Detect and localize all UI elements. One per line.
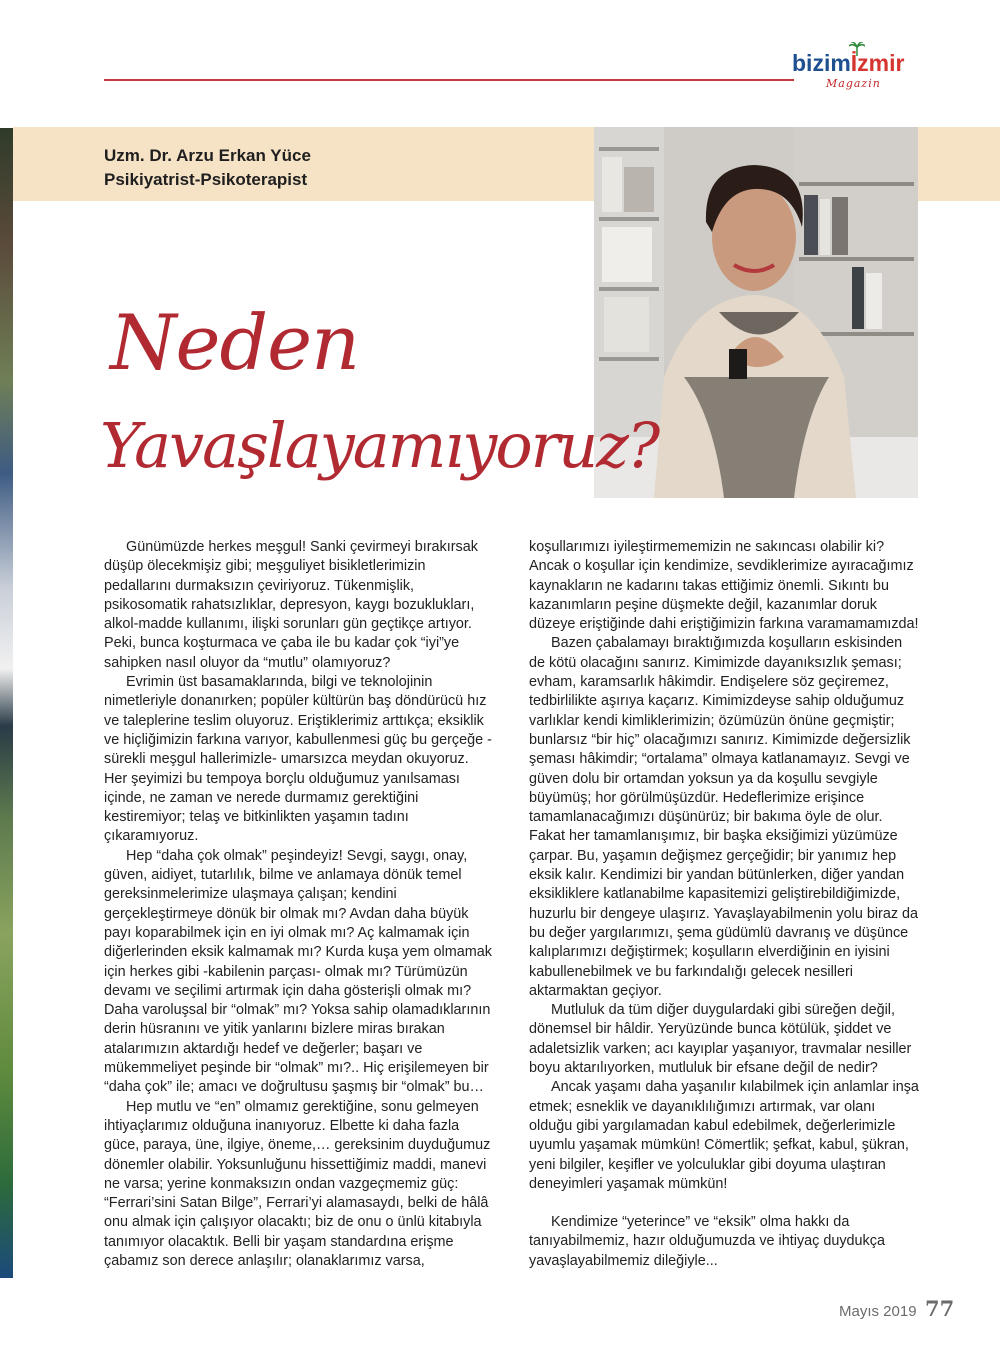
issue-date: Mayıs 2019 <box>839 1303 917 1320</box>
logo-accent-text: İzmir <box>850 50 905 76</box>
paragraph: Günümüzde herkes meşgul! Sanki çevirmeyi bırakırsak düşüp ölecekmişiz gibi; meşguliyet bisikletlerimizin pedallarını durmaksızın çeviriyoruz. Tükenmişlik, psikosomatik rahatsızlıklar, depresyon, kaygı bozuklukları, alkol-madde kullanımı, ilişki sorunları gün geçtikçe artıyor. Peki, bunca koşturmaca ve çaba ile bu kadar çok “iyi”ye sahipken nasıl oluyor da “mutlu” olamıyoruz? <box>104 539 478 671</box>
palm-icon <box>849 42 865 56</box>
paragraph: koşullarımızı iyileştirmememizin ne sakıncası olabilir ki? Ancak o koşullar için kendimize, sevdiklerimize ayıracağımız kaynakların ne kadarını takas ettiğimiz önemli. Sıkıntı bu kazanımların peşine düşmekte değil, kazanımlar doruk düzeye eriştiğinde dahi eriştiğimizin farkına varamamamızda! <box>529 539 919 633</box>
paragraph: Ancak yaşamı daha yaşanılır kılabilmek için anlamlar inşa etmek; esneklik ve dayanıklılığımızı artırmak, var olanı olduğu gibi yargılamadan kabul edebilmek, değerlerimizle uyumlu yaşamak mümkün! Cömertlik; şefkat, kabul, şükran, yeni bilgiler, keşifler ve yolculuklar gibi doyuma ulaştıran deneyimleri yaşamak mümkün! <box>529 1079 919 1192</box>
paragraph: Mutluluk da tüm diğer duygulardaki gibi süreğen değil, dönemsel bir hâldir. Yeryüzünde bunca kötülük, şiddet ve adaletsizlik varken; acı kayıplar yaşanıyor, travmalar nesiller boyu aktarılıyorken, mutluluk bir efsane değil de nedir? <box>529 1002 912 1077</box>
closing-paragraph: Kendimize “yeterince” ve “eksik” olma hakkı da tanıyabilmemiz, hazır olduğumuzda ve ihtiyaç duydukça yavaşlayabilmemiz dileğiyle... <box>529 1214 885 1269</box>
author-block <box>104 144 311 192</box>
left-edge-photo-strip <box>0 128 13 1278</box>
logo-main-text: bizim <box>792 50 851 76</box>
article-title-line2: Yavaşlayamıyoruz? <box>100 409 659 482</box>
article-title-line1: Neden <box>110 298 360 387</box>
article-column-1 <box>104 538 494 1271</box>
page-number: 77 <box>925 1296 955 1321</box>
paragraph: Hep mutlu ve “en” olmamız gerektiğine, sonu gelmeyen ihtiyaçlarımız olduğuna inanıyoruz. Elbette ki daha fazla güce, paraya, üne, ilgiye, öneme,… gereksinim duyduğumuz dönemler olabilir. Yoksunluğunu hissettiğimiz maddi, manevi ne varsa; yerine konmaksızın ondan vazgeçmemiz güç: “Ferrari’sini Satan Bilge”, Ferrari’yi alamasaydı, belki de hâlâ onu almak için çalışıyor olacaktı; biz de onu o ünlü kitabıyla tanımıyor olacaktık. Belli bir yaşam standardına erişme çabamız son derece anlaşılır; olanaklarımız varsa, <box>104 1098 491 1269</box>
logo-subtitle: Magazin <box>826 77 881 90</box>
paragraph: Evrimin üst basamaklarında, bilgi ve teknolojinin nimetleriyle donanırken; popüler kültürün baş döndürücü hız ve taleplerine teslim oluyoruz. Eriştiklerimiz arttıkça; eksiklik ve hiçliğimizin farkına varıyor, kabullenmesi güç bu gerçeğe -sürekli meşgul hallerimizle- umarsızca meydan okuyoruz. Her şeyimizi bu tempoya borçlu olduğumuz yanılsaması içinde, ne zaman ve nerede durmamız gerektiğini kestiremiyor; telaş ve bitkinlikten yaşamın tadını çıkaramıyoruz. <box>104 674 492 845</box>
author-name: Uzm. Dr. Arzu Erkan Yüce <box>104 146 311 165</box>
header-rule <box>104 79 794 81</box>
page-footer <box>839 1296 954 1321</box>
paragraph: Bazen çabalamayı bıraktığımızda koşulların eskisinden de kötü olacağını sanırız. Kimimizde dayanıksızlık şeması; evham, karamsarlık hâkimdir. Endişelere söz geçiremez, tedbirlilikte aşırıya kaçarız. Kimimizdeyse sahip olduğumuz varlıklar kendi kimliklerimizin; özümüzün önüne geçmiştir; bunlarsız “bir hiç” olacağımızı sanırız. Kimimizde değersizlik şeması hâkimdir; “ortalama” olmaya katlanamayız. Sevgi ve güven dolu bir ortamdan yoksun ya da koşullu sevgiyle büyümüş; hor görülmüşüzdür. Hedeflerimize erişince tamamlanacağımızı düşünürüz; bir bakıma öyle de olur. Fakat her tamamlanışımız, bir başka eksiğimizi yüzümüze çarpar. Bu, yaşamın değişmez gerçeğidir; bir yanımız hep eksik kalır. Kendimizi bir yandan bütünlerken, diğer yandan eksikliklere katlanabilme kapasitemizi geliştirebildiğimizde, huzurlu bir dengeye ulaşırız. Yavaşlayabilmenin yolu biraz da bu değer yargılarımızı, şema güdümlü davranış ve düşünce kalıplarımızı değiştirmek; koşulların elverdiğinin en iyisini kabullenebilmek ve bu farkındalığı gelecek nesilleri aktarmaktan geçiyor. <box>529 635 919 999</box>
author-title: Psikiyatrist-Psikoterapist <box>104 170 308 189</box>
paragraph: Hep “daha çok olmak” peşindeyiz! Sevgi, saygı, onay, güven, aidiyet, tutarlılık, bilme ve anlamaya dönük temel gereksinmelerimize ulaşmaya çalışan; kendini gerçekleştirmeye dönük bir olmak mı? Avdan daha büyük payı koparabilmek için en iyi olmak mı? Aç kalmamak için diğerlerinden eksik kalmamak mı? Kurda kuşa yem olmamak için herkes gibi -kabilenin parçası- olmak mı? Türümüzün devamı ve seçilimi artırmak için daha gösterişli olmak mı? Daha varoluşsal bir “olmak” mı? Yoksa sahip olamadıklarının derin hüsranını ve yitik yanlarını bizlere miras bırakan atalarımızın aktardığı hedef ve değerler; başarı ve mükemmeliyet peşinde bir “olmak” mı?.. Hiç erişilemeyen bir “daha çok” ile; amacı ve doğrultusu şaşmış bir “olmak” bu… <box>104 847 492 1096</box>
article-column-2 <box>529 538 919 1271</box>
magazine-logo <box>792 50 922 96</box>
paragraph-gap <box>529 1194 919 1213</box>
